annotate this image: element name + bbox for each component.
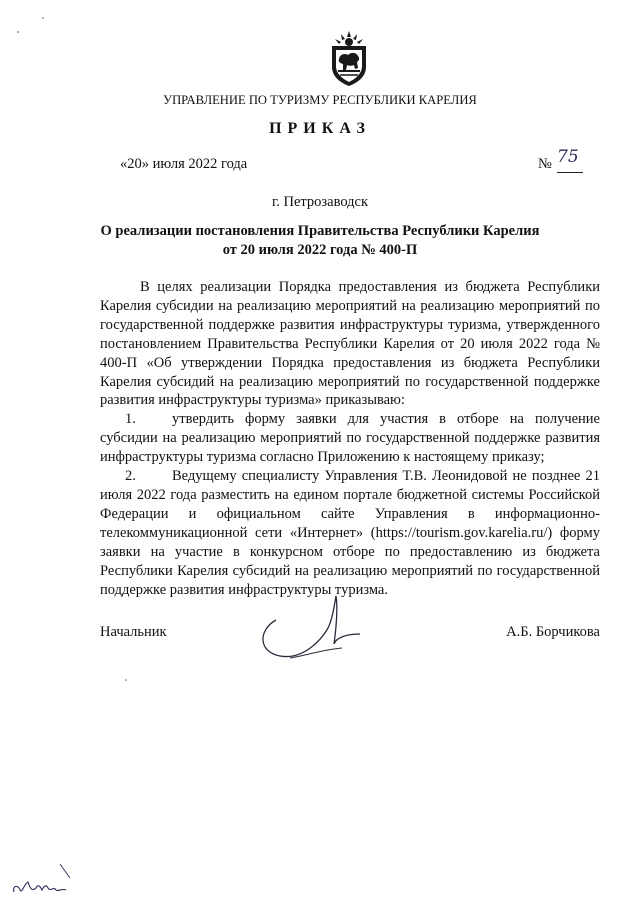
number-value: 75 bbox=[557, 147, 579, 167]
item-number: 1. bbox=[125, 411, 136, 428]
order-date: «20» июля 2022 года bbox=[120, 156, 248, 172]
city: г. Петрозаводск bbox=[271, 194, 369, 210]
document-type-title: ПРИКАЗ bbox=[269, 120, 371, 137]
order-item-2 bbox=[100, 467, 600, 599]
organization-name: УПРАВЛЕНИЕ ПО ТУРИЗМУ РЕСПУБЛИКИ КАРЕЛИЯ bbox=[163, 93, 477, 107]
subject-line-1: О реализации постановления Правительства Республики Карелия bbox=[100, 223, 540, 239]
karelia-coat-of-arms-icon bbox=[327, 31, 371, 87]
signatory-name: А.Б. Борчикова bbox=[506, 624, 600, 640]
signatory-title: Начальник bbox=[100, 624, 167, 640]
subject-line-2: от 20 июля 2022 года № 400-П bbox=[222, 242, 418, 258]
item-number: 2. bbox=[125, 468, 136, 485]
handwritten-signature bbox=[250, 590, 365, 670]
intro-paragraph: В целях реализации Порядка предоставления из бюджета Республики Карелия субсидии на реализацию мероприятий на реализацию мероприятий по государственной поддержке развития инфраструктуры туризма, утвержденного постановлением Правительства Республики Карелия от 20 июля 2022 года № 400-П «Об утверждении Порядка предоставления из бюджета Республики Карелия субсидий на реализацию мероприятий по государственной поддержке развития инфраструктуры туризма» приказываю: bbox=[100, 279, 600, 409]
number-label: № bbox=[538, 156, 552, 172]
item-text: Ведущему специалисту Управления Т.В. Леонидовой не позднее 21 июля 2022 года разместить на едином портале бюджетной системы Российской Федерации и официальном сайте Управления в информационно-телекоммуникационной сети «Интернет» (https://tourism.gov.karelia.ru/) форму заявки на участие в конкурсном отборе по предоставлению из бюджета Республики Карелия субсидий на реализацию мероприятий по государственной поддержке развития инфраструктуры туризма. bbox=[100, 468, 600, 598]
order-body bbox=[100, 278, 600, 599]
handwritten-initials bbox=[10, 862, 74, 898]
order-number bbox=[538, 147, 598, 175]
item-text: утвердить форму заявки для участия в отборе на получение субсидии на реализацию мероприятий по государственной поддержке развития инфраструктуры туризма согласно Приложению к настоящему приказу; bbox=[100, 411, 600, 466]
order-subject bbox=[100, 222, 540, 260]
number-underline bbox=[557, 172, 583, 173]
order-item-1 bbox=[100, 410, 600, 467]
